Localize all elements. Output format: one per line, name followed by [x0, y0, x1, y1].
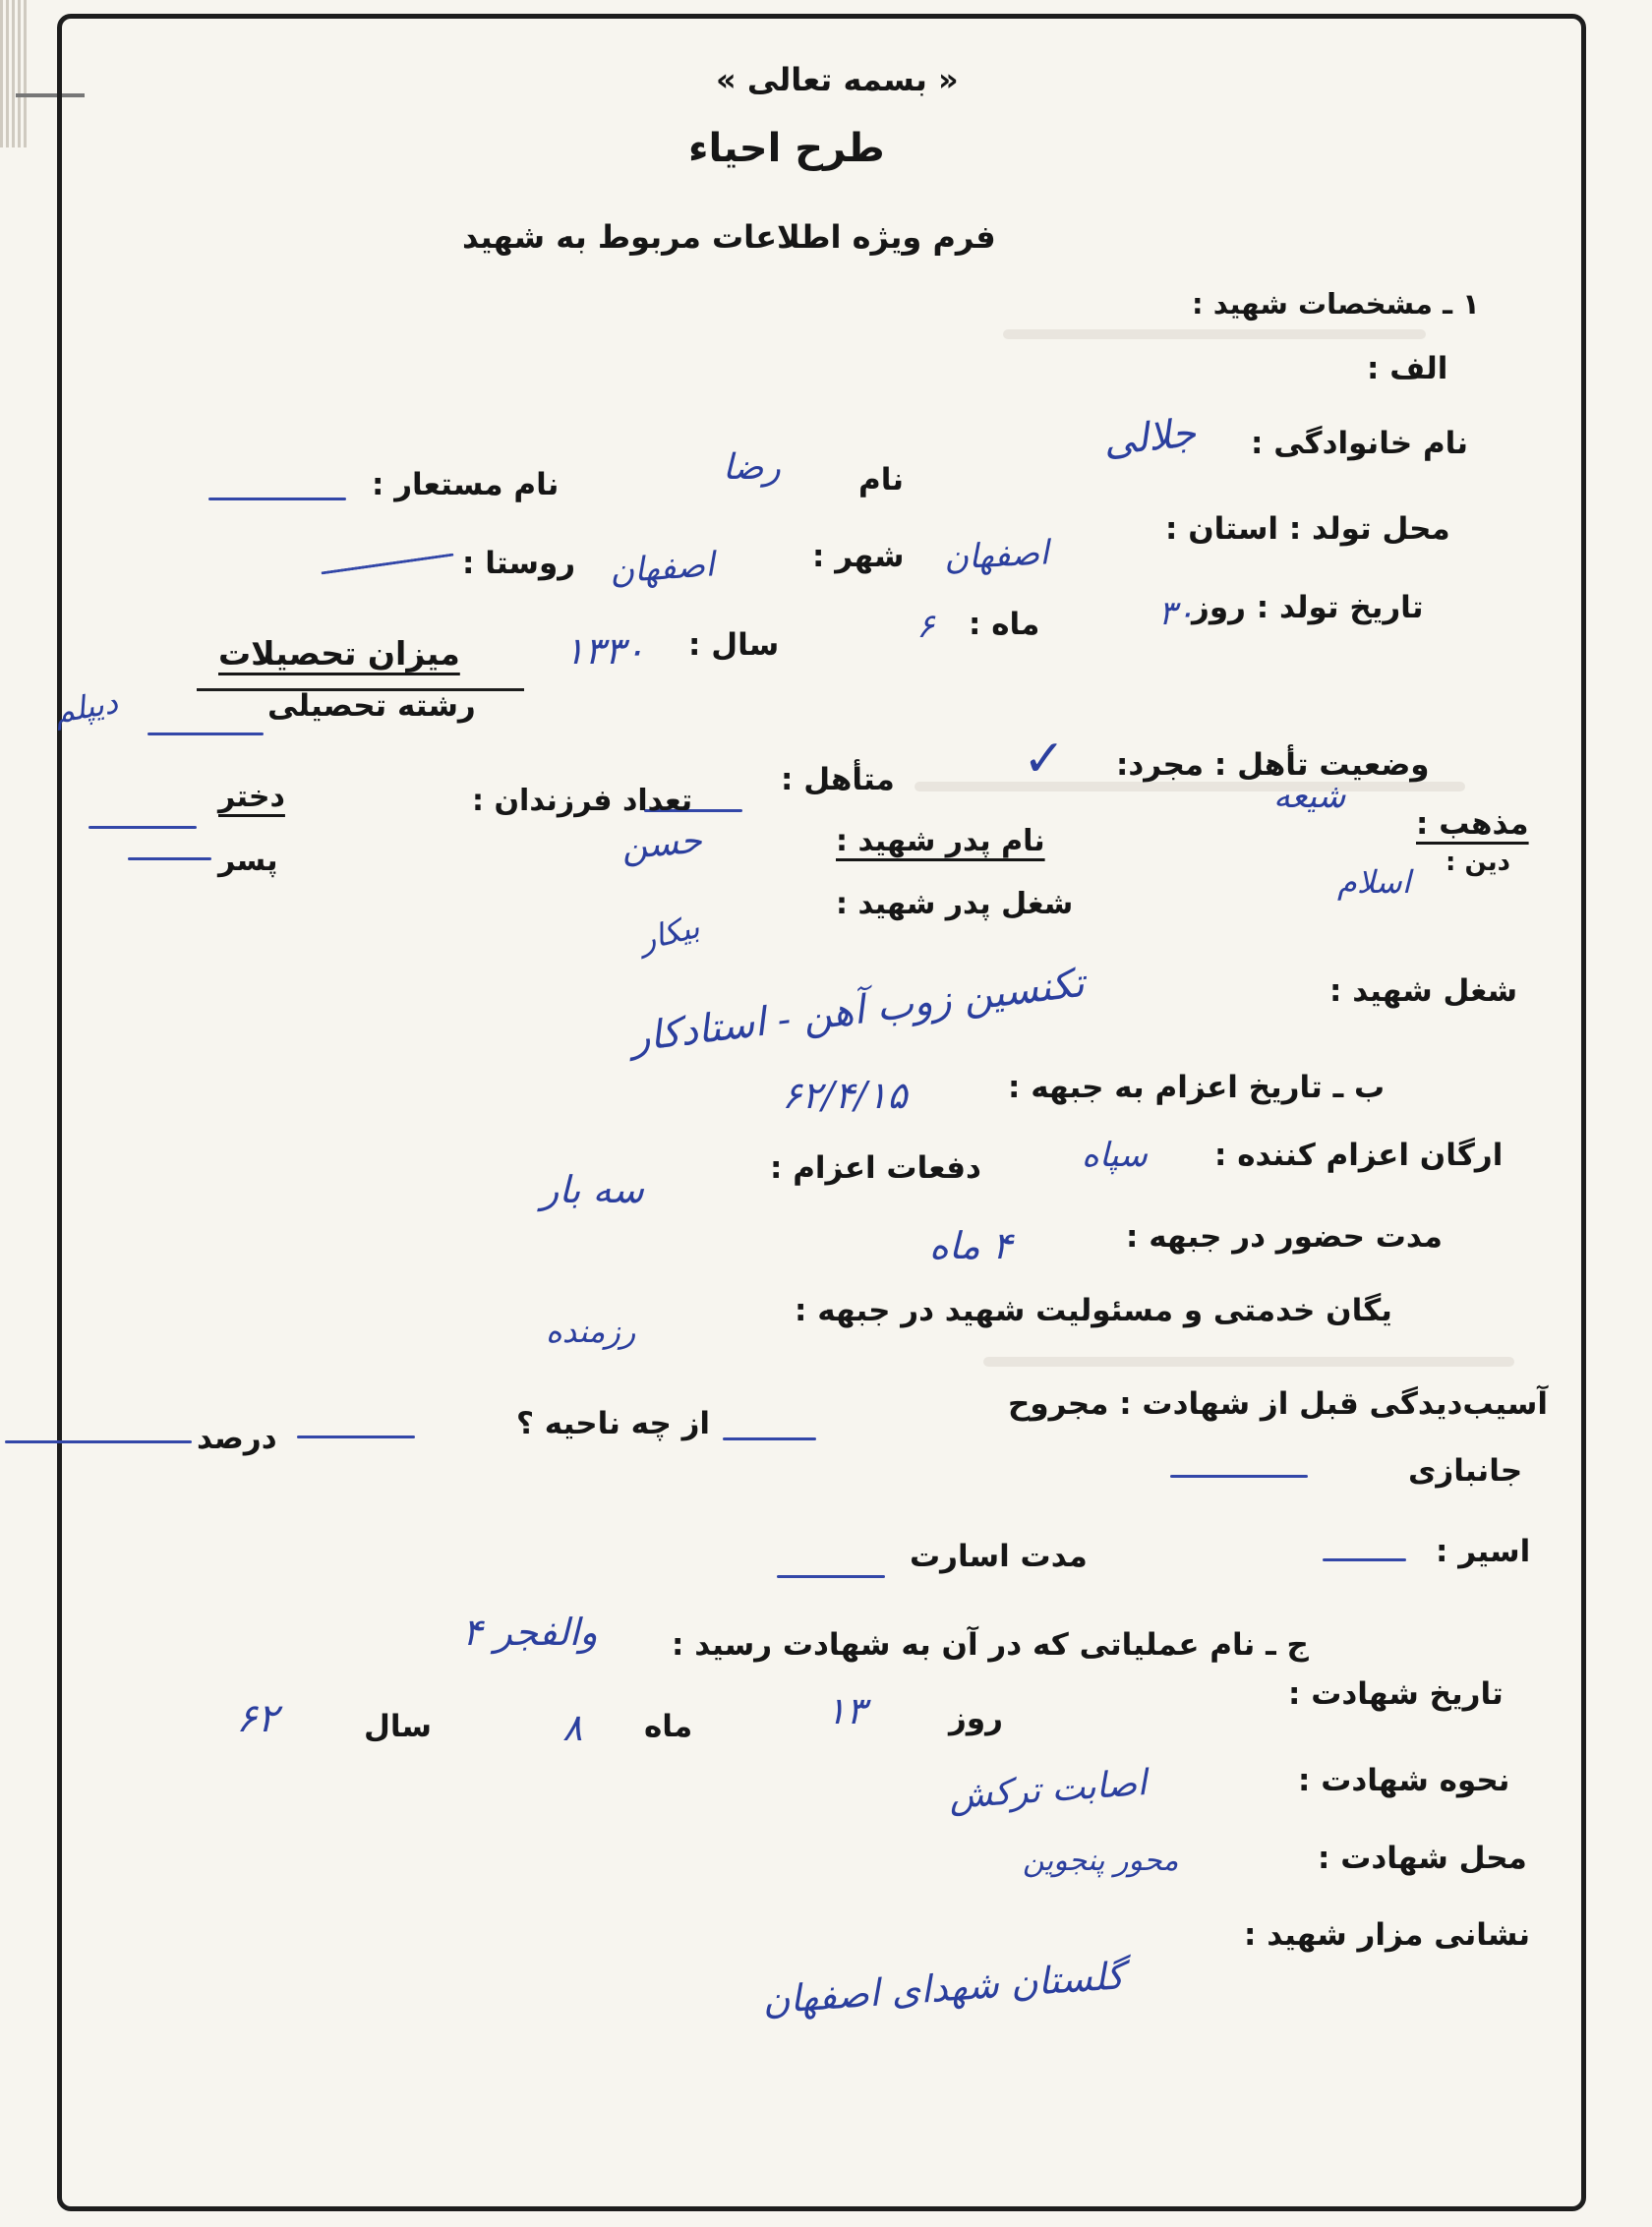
- children-label: تعداد فرزندان :: [472, 784, 693, 818]
- grave-value: گلستان شهدای اصفهان: [760, 1954, 1126, 2022]
- martyr-year-label: سال: [364, 1709, 433, 1744]
- injury-area-label: از چه ناحیه ؟: [516, 1406, 711, 1441]
- veteran-blank: [1170, 1475, 1308, 1478]
- unit-role-value: رزمنده: [546, 1313, 636, 1350]
- birthplace-label: محل تولد : استان :: [1165, 511, 1450, 547]
- sect-value: شیعه: [1273, 777, 1346, 816]
- invocation-text: « بسمه تعالی »: [716, 61, 959, 98]
- wounded-blank: [723, 1437, 816, 1440]
- son-label: پسر: [218, 844, 278, 878]
- education-level-value: دیپلم: [51, 682, 121, 732]
- alias-label: نام مستعار :: [372, 467, 560, 502]
- dispatch-count-value: سه بار: [541, 1168, 644, 1211]
- place-value: محور پنجوین: [1023, 1844, 1179, 1878]
- percent-blank: [5, 1440, 192, 1443]
- birth-month-label: ماه :: [969, 607, 1040, 642]
- birth-province-value: اصفهان: [943, 533, 1050, 578]
- son-blank: [128, 857, 211, 860]
- job-value: تکنسین زوب آهن - استادکار: [627, 960, 1088, 1062]
- birth-city-label: شهر :: [812, 539, 905, 574]
- daughter-blank: [88, 826, 197, 829]
- injury-label: آسیب‌دیدگی قبل از شهادت : مجروح: [1008, 1386, 1548, 1422]
- father-job-value: بیکار: [635, 908, 704, 959]
- birth-year-value: ۱۳۳۰: [564, 629, 645, 673]
- education-field-label: رشته تحصیلی: [267, 688, 476, 724]
- father-name-value: حسن: [620, 820, 704, 868]
- form-title: فرم ویژه اطلاعات مربوط به شهید: [462, 218, 996, 256]
- duration-value: ۴ ماه: [929, 1224, 1013, 1267]
- religion-label: دین :: [1446, 848, 1510, 877]
- birth-city-value: اصفهان: [608, 545, 716, 592]
- plan-title: طرح احیاء: [688, 126, 885, 171]
- education-level-label: میزان تحصیلات: [218, 634, 460, 673]
- captive-duration-blank: [777, 1575, 885, 1578]
- married-label: متأهل :: [781, 762, 895, 797]
- family-name-label: نام خانوادگی :: [1251, 426, 1468, 461]
- field-blank: [148, 733, 264, 735]
- birth-day-value: ۳۰: [1158, 594, 1195, 633]
- dispatch-date-label: ب ـ تاریخ اعزام به جبهه :: [1008, 1070, 1386, 1105]
- martyr-month-label: ماه: [644, 1709, 693, 1744]
- birth-village-label: روستا :: [462, 546, 576, 581]
- section1-heading: ۱ ـ مشخصات شهید :: [1192, 287, 1480, 321]
- manner-value: اصابت ترکش: [947, 1763, 1149, 1817]
- dispatch-org-value: سپاه: [1082, 1136, 1148, 1175]
- grave-label: نشانی مزار شهید :: [1244, 1917, 1531, 1953]
- religion-value: اسلام: [1337, 863, 1411, 901]
- family-name-value: جلالی: [1100, 410, 1199, 465]
- manner-label: نحوه شهادت :: [1298, 1763, 1510, 1798]
- single-checkmark: ✓: [1023, 730, 1066, 789]
- duration-label: مدت حضور در جبهه :: [1126, 1219, 1444, 1255]
- binder-edge: [0, 0, 30, 147]
- marital-label: وضعیت تأهل : مجرد:: [1116, 747, 1430, 783]
- veteran-label: جانبازی: [1408, 1453, 1523, 1489]
- captive-duration-label: مدت اسارت: [910, 1539, 1088, 1574]
- daughter-label: دختر: [218, 780, 285, 814]
- dispatch-org-label: ارگان اعزام کننده :: [1214, 1138, 1504, 1173]
- dispatch-count-label: دفعات اعزام :: [770, 1150, 981, 1186]
- dispatch-date-value: ۶۲/۴/۱۵: [782, 1074, 908, 1117]
- operation-value: والفجر ۴: [462, 1611, 598, 1654]
- injury-area-blank: [297, 1436, 415, 1438]
- place-label: محل شهادت :: [1318, 1841, 1527, 1876]
- martyr-day-value: ۱۳: [826, 1689, 866, 1732]
- alias-blank: [208, 498, 346, 500]
- job-label: شغل شهید :: [1329, 973, 1518, 1009]
- first-name-value: رضا: [723, 447, 781, 488]
- part-a-label: الف :: [1367, 351, 1448, 386]
- birth-month-value: ۶: [916, 607, 935, 646]
- martyr-month-value: ۸: [562, 1706, 583, 1749]
- injury-percent-label: درصد: [197, 1421, 277, 1456]
- sect-label: مذهب :: [1416, 806, 1529, 842]
- martyr-year-value: ۶۲: [236, 1696, 278, 1741]
- captive-label: اسیر :: [1436, 1534, 1531, 1569]
- captive-blank: [1323, 1558, 1406, 1561]
- operation-label: ج ـ نام عملیاتی که در آن به شهادت رسید :: [672, 1627, 1309, 1663]
- first-name-label: نام: [858, 462, 905, 498]
- father-name-label: نام پدر شهید :: [836, 824, 1045, 858]
- birth-year-label: سال :: [688, 627, 780, 663]
- martyr-date-label: تاریخ شهادت :: [1288, 1676, 1504, 1712]
- birthdate-label: تاریخ تولد : روز: [1192, 590, 1424, 625]
- father-job-label: شغل پدر شهید :: [836, 887, 1074, 921]
- martyr-day-label: روز: [949, 1701, 1003, 1736]
- unit-role-label: یگان خدمتی و مسئولیت شهید در جبهه :: [795, 1293, 1392, 1328]
